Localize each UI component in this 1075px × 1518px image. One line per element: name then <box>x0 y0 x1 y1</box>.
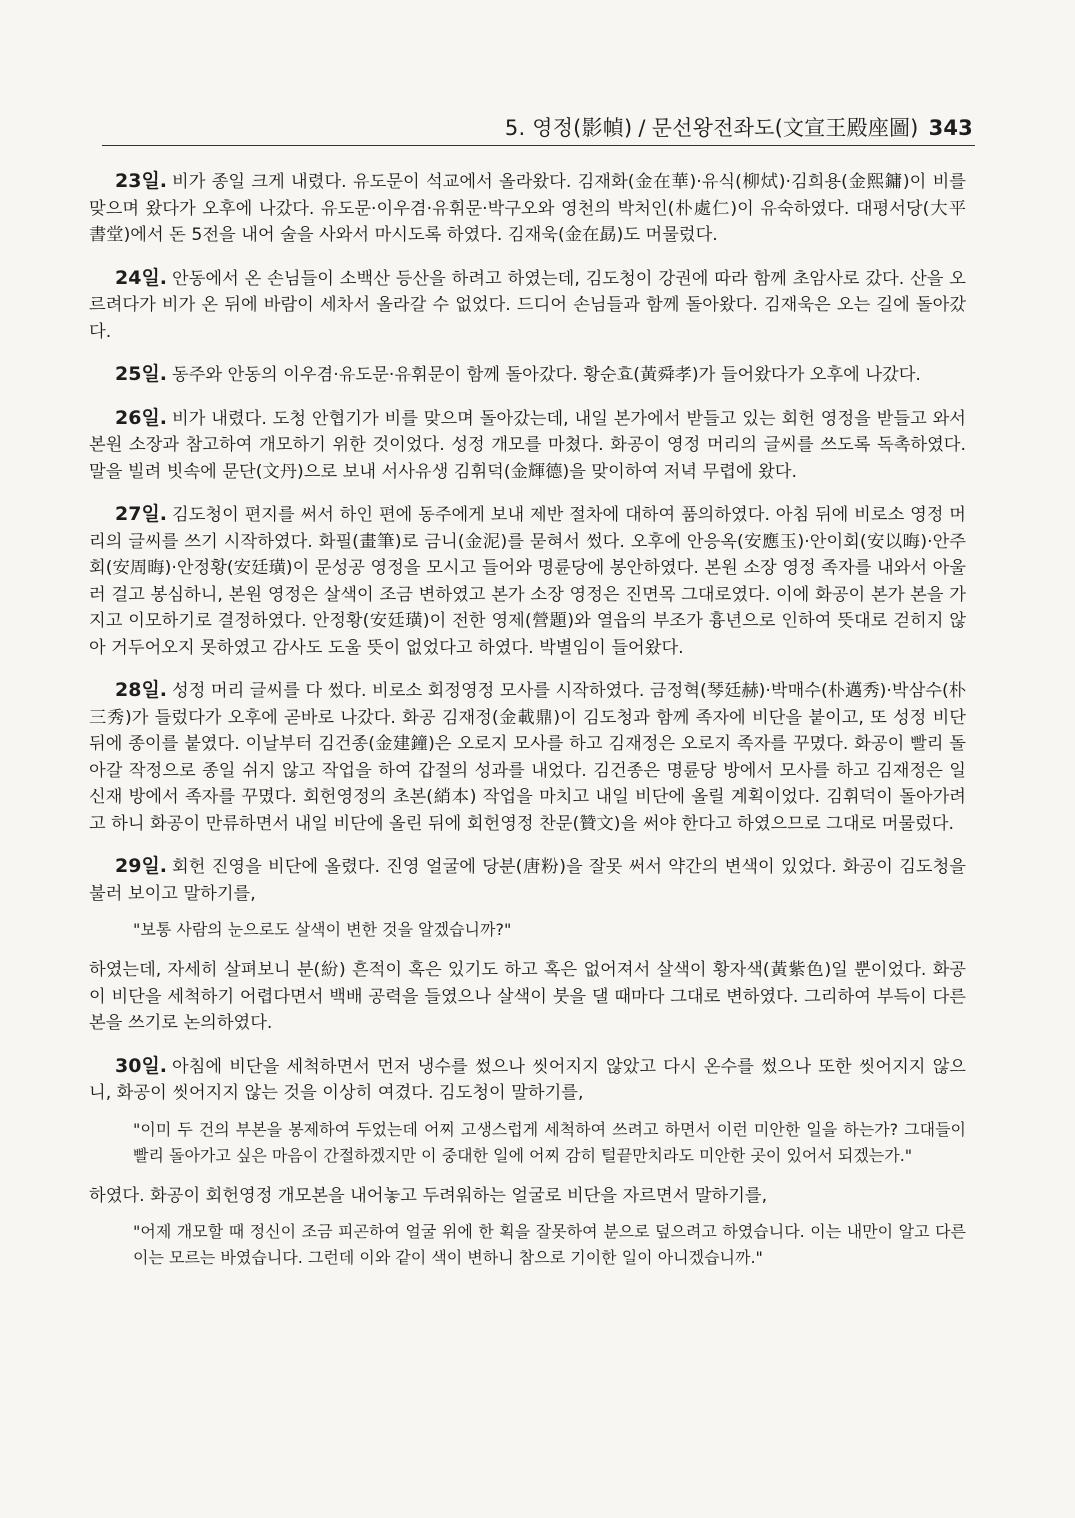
entry-text: 성정 머리 글씨를 다 썼다. 비로소 회정영정 모사를 시작하였다. 금정혁(琴廷赫)·박매수(朴邁秀)·박삼수(朴三秀)가 들렀다가 오후에 곧바로 나갔다. 화공 김재정(金載鼎)이 김도청과 함께 족자에 비단을 붙이고, 또 성정 비단 뒤에 종이를 붙였다. 이날부터 김건종(金建鐘)은 오로지 모사를 하고 김재정은 오로지 족자를 꾸몄다. 화공이 빨리 돌아갈 작정으로 종일 쉬지 않고 작업을 하여 갑절의 성과를 내었다. 김건종은 명륜당 방에서 모사를 하고 김재정은 일신재 방에서 족자를 꾸몄다. 회헌영정의 초본(綃本) 작업을 마치고 내일 비단에 올릴 계획이었다. 김휘덕이 돌아가려고 하니 화공이 만류하면서 내일 비단에 올린 뒤에 회헌영정 찬문(贊文)을 써야 한다고 하였으므로 그대로 머물렀다. <box>89 681 966 834</box>
entry-date: 25일. <box>115 363 168 385</box>
entry-text: 비가 내렸다. 도청 안협기가 비를 맞으며 돌아갔는데, 내일 본가에서 받들고 있는 회헌 영정을 받들고 와서 본원 소장과 참고하여 개모하기 위한 것이었다. 성정 개모를 마쳤다. 화공이 영정 머리의 글씨를 쓰도록 독촉하였다. 말을 빌려 빗속에 문단(文丹)으로 보내 서사유생 김휘덕(金輝德)을 맞이하여 저녁 무렵에 왔다. <box>89 408 966 482</box>
entry-text: 비가 종일 크게 내렸다. 유도문이 석교에서 올라왔다. 김재화(金在華)·유식(柳烒)·김희용(金熙鏞)이 비를 맞으며 왔다가 오후에 나갔다. 유도문·이우겸·유휘문·박구오와 영천의 박처인(朴處仁)이 유숙하였다. 대평서당(大平書堂)에서 돈 5전을 내어 술을 사와서 마시도록 하였다. 김재욱(金在勗)도 머물렀다. <box>89 172 966 245</box>
entry-text: 동주와 안동의 이우겸·유도문·유휘문이 함께 돌아갔다. 황순효(黃舜孝)가 들어왔다가 오후에 나갔다. <box>172 365 921 385</box>
diary-entry-29 <box>89 853 966 907</box>
entry-text: 회헌 진영을 비단에 올렸다. 진영 얼굴에 당분(唐粉)을 잘못 써서 약간의 변색이 있었다. 화공이 김도청을 불러 보이고 말하기를, <box>89 857 966 904</box>
header-chapter: 문선왕전좌도(文宣王殿座圖) <box>651 116 919 140</box>
entry-date: 26일. <box>115 406 168 429</box>
entry-date: 24일. <box>115 266 168 289</box>
entry-date: 30일. <box>115 1054 168 1077</box>
diary-entry-27 <box>89 501 966 661</box>
entry-date: 27일. <box>115 503 168 525</box>
diary-entry-25 <box>89 361 966 389</box>
diary-entry-30 <box>89 1053 966 1107</box>
diary-entry-23 <box>89 168 966 249</box>
body-text <box>89 168 966 1285</box>
entry-date: 23일. <box>115 170 168 192</box>
header-section: 5. 영정(影幀) <box>504 116 633 140</box>
header-rule <box>102 145 975 146</box>
diary-entry-24 <box>89 265 966 346</box>
entry-text: 안동에서 온 손님들이 소백산 등산을 하려고 하였는데, 김도청이 강권에 따라 함께 초암사로 갔다. 산을 오르려다가 비가 온 뒤에 바람이 세차서 올라갈 수 없었다. 드디어 손님들과 함께 돌아왔다. 김재욱은 오는 길에 돌아갔다. <box>89 268 966 342</box>
continuation-text: 하였다. 화공이 회헌영정 개모본을 내어놓고 두려워하는 얼굴로 비단을 자르면서 말하기를, <box>89 1185 768 1206</box>
entry-text: 아침에 비단을 세척하면서 먼저 냉수를 썼으나 씻어지지 않았고 다시 온수를 썼으나 또한 씻어지지 않으니, 화공이 씻어지지 않는 것을 이상히 여겼다. 김도청이 말하기를, <box>89 1056 966 1103</box>
entry-date: 29일. <box>115 855 168 877</box>
page-number: 343 <box>928 116 973 140</box>
diary-entry-28 <box>89 677 966 837</box>
diary-entry-26 <box>89 405 966 486</box>
continuation-text: 하였는데, 자세히 살펴보니 분(紛) 흔적이 혹은 있기도 하고 혹은 없어져서 살색이 황자색(黃紫色)일 뿐이었다. 화공이 비단을 세척하기 어렵다면서 백배 공력을 들였으나 살색이 붓을 댈 때마다 그대로 변하였다. 그리하여 부득이 다른 본을 쓰기로 논의하였다. <box>89 960 966 1033</box>
entry-date: 28일. <box>115 679 168 701</box>
quotation: "이미 두 건의 부본을 봉제하여 두었는데 어찌 고생스럽게 세척하여 쓰려고 하면서 이런 미안한 일을 하는가? 그대들이 빨리 돌아가고 싶은 마음이 간절하겠지만 이 중대한 일에 어찌 감히 털끝만치라도 미안한 곳이 있어서 되겠는가." <box>133 1119 966 1165</box>
running-header <box>505 112 973 142</box>
header-separator: / <box>638 116 646 140</box>
quotation: "어제 개모할 때 정신이 조금 피곤하여 얼굴 위에 한 획을 잘못하여 분으로 덮으려고 하였습니다. 이는 내만이 알고 다른 이는 모르는 바였습니다. 그런데 이와 같이 색이 변하니 참으로 기이한 일이 아니겠습니까." <box>133 1222 966 1267</box>
quotation: "보통 사람의 눈으로도 살색이 변한 것을 알겠습니까?" <box>133 920 512 939</box>
entry-text: 김도청이 편지를 써서 하인 편에 동주에게 보내 제반 절차에 대하여 품의하였다. 아침 뒤에 비로소 영정 머리의 글씨를 쓰기 시작하였다. 화필(畫筆)로 금니(金泥)를 묻혀서 썼다. 오후에 안응옥(安應玉)·안이회(安以晦)·안주회(安周晦)·안정황(安廷璜)이 문성공 영정을 모시고 들어와 명륜당에 봉안하였다. 본원 소장 영정 족자를 내와서 아울러 걸고 봉심하니, 본원 영정은 살색이 조금 변하였고 본가 소장 영정은 진면목 그대로였다. 이에 화공이 본가 본을 가지고 이모하기로 결정하였다. 안정황(安廷璜)이 전한 영제(營題)와 열읍의 부조가 흉년으로 인하여 뜻대로 걷히지 않아 거두어오지 못하였고 감사도 도울 뜻이 없었다고 하였다. 박별임이 들어왔다. <box>89 505 966 658</box>
